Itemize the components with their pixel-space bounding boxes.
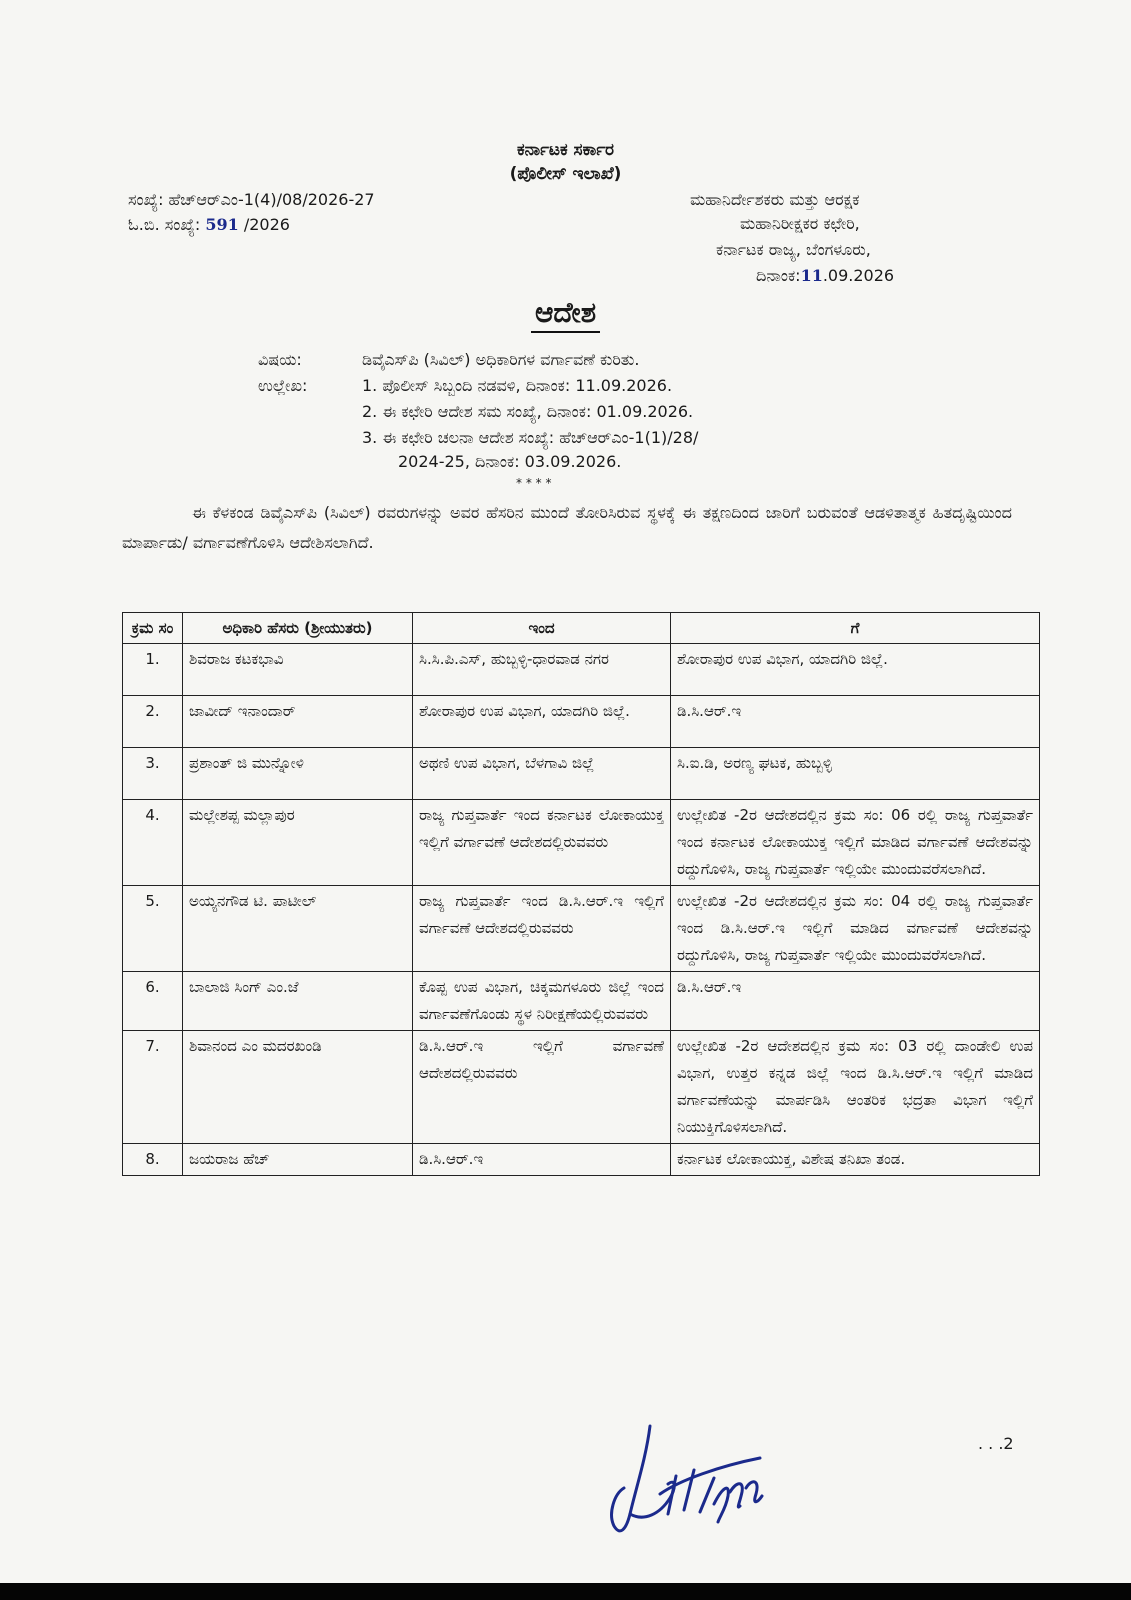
cell-officer-name: ಮಲ್ಲೇಶಪ್ಪ ಮಲ್ಲಾಪುರ [183, 800, 413, 886]
table-row [123, 1031, 1040, 1144]
cell-officer-name: ಅಯ್ಯನಗೌಡ ಟಿ. ಪಾಟೀಲ್ [183, 886, 413, 972]
header-from: ಇಂದ [413, 613, 671, 644]
cell-to: ಉಲ್ಲೇಖಿತ -2ರ ಆದೇಶದಲ್ಲಿನ ಕ್ರಮ ಸಂ: 06 ರಲ್ಲಿ ರಾಜ್ಯ ಗುಪ್ತವಾರ್ತೆ ಇಂದ ಕರ್ನಾಟಕ ಲೋಕಾಯುಕ್ತ ಇಲ್ಲಿಗೆ ಮಾಡಿದ ವರ್ಗಾವಣೆ ಆದೇಶವನ್ನು ರದ್ದುಗೊಳಿಸಿ, ರಾಜ್ಯ ಗುಪ್ತವಾರ್ತೆ ಇಲ್ಲಿಯೇ ಮುಂದುವರೆಸಲಾಗಿದೆ. [671, 800, 1040, 886]
table-row [123, 1144, 1040, 1176]
date-day-handwritten: 11 [800, 266, 823, 285]
page-continuation: . . .2 [978, 1434, 1014, 1453]
cell-serial: 4. [123, 800, 183, 886]
table-row [123, 886, 1040, 972]
cell-to: ಉಲ್ಲೇಖಿತ -2ರ ಆದೇಶದಲ್ಲಿನ ಕ್ರಮ ಸಂ: 03 ರಲ್ಲಿ ದಾಂಡೇಲಿ ಉಪ ವಿಭಾಗ, ಉತ್ತರ ಕನ್ನಡ ಜಿಲ್ಲೆ ಇಂದ ಡಿ.ಸಿ.ಆರ್.ಇ ಇಲ್ಲಿಗೆ ಮಾಡಿದ ವರ್ಗಾವಣೆಯನ್ನು ಮಾರ್ಪಡಿಸಿ ಆಂತರಿಕ ಭದ್ರತಾ ವಿಭಾಗ ಇಲ್ಲಿಗೆ ನಿಯುಕ್ತಿಗೊಳಿಸಲಾಗಿದೆ. [671, 1031, 1040, 1144]
cell-to: ಕರ್ನಾಟಕ ಲೋಕಾಯುಕ್ತ, ವಿಶೇಷ ತನಿಖಾ ತಂಡ. [671, 1144, 1040, 1176]
subject-label: ವಿಷಯ: [258, 350, 302, 369]
cell-serial: 5. [123, 886, 183, 972]
reference-1: 1. ಪೊಲೀಸ್ ಸಿಬ್ಬಂದಿ ನಡವಳಿ, ದಿನಾಂಕ: 11.09.2026. [362, 376, 673, 395]
cell-to: ಶೋರಾಪುರ ಉಪ ವಿಭಾಗ, ಯಾದಗಿರಿ ಜಿಲ್ಲೆ. [671, 644, 1040, 696]
ob-number-handwritten: 591 [205, 215, 239, 234]
cell-serial: 6. [123, 972, 183, 1031]
order-title: ಆದೇಶ [0, 296, 1131, 330]
cell-from: ಕೊಪ್ಪ ಉಪ ವಿಭಾಗ, ಚಿಕ್ಕಮಗಳೂರು ಜಿಲ್ಲೆ ಇಂದ ವರ್ಗಾವಣೆಗೊಂಡು ಸ್ಥಳ ನಿರೀಕ್ಷಣೆಯಲ್ಲಿರುವವರು [413, 972, 671, 1031]
ob-prefix: ಓ.ಬಿ. ಸಂಖ್ಯೆ: [128, 215, 206, 234]
order-date [756, 266, 894, 286]
cell-officer-name: ಬಾಲಾಜಿ ಸಿಂಗ್ ಎಂ.ಜೆ [183, 972, 413, 1031]
handwritten-signature [590, 1418, 780, 1548]
reference-2: 2. ಈ ಕಛೇರಿ ಆದೇಶ ಸಮ ಸಂಖ್ಯೆ, ದಿನಾಂಕ: 01.09.2026. [362, 402, 694, 421]
body-paragraph: ಈ ಕೆಳಕಂಡ ಡಿವೈಎಸ್‌ಪಿ (ಸಿವಿಲ್) ರವರುಗಳನ್ನು ಅವರ ಹೆಸರಿನ ಮುಂದೆ ತೋರಿಸಿರುವ ಸ್ಥಳಕ್ಕೆ ಈ ತಕ್ಷಣದಿಂದ ಜಾರಿಗೆ ಬರುವಂತೆ ಆಡಳಿತಾತ್ಮಕ ಹಿತದೃಷ್ಟಿಯಿಂದ ಮಾರ್ಪಾಡು/ ವರ್ಗಾವಣೆಗೊಳಿಸಿ ಆದೇಶಿಸಲಾಗಿದೆ. [122, 503, 1012, 552]
header-to: ಗೆ [671, 613, 1040, 644]
table-row [123, 696, 1040, 748]
cell-from: ಸಿ.ಸಿ.ಪಿ.ಎಸ್, ಹುಬ್ಬಳ್ಳಿ-ಧಾರವಾಡ ನಗರ [413, 644, 671, 696]
cell-officer-name: ಜಯರಾಜ ಹೆಚ್ [183, 1144, 413, 1176]
reference-3-cont: 2024-25, ದಿನಾಂಕ: 03.09.2026. [398, 452, 622, 471]
cell-from: ಡಿ.ಸಿ.ಆರ್.ಇ [413, 1144, 671, 1176]
ob-number-line [128, 215, 290, 235]
reference-3: 3. ಈ ಕಛೇರಿ ಚಲನಾ ಆದೇಶ ಸಂಖ್ಯೆ: ಹೆಚ್‌ಆರ್‌ಎಂ-1(1)/28/ [362, 428, 699, 447]
header-serial: ಕ್ರಮ ಸಂ [123, 613, 183, 644]
cell-officer-name: ಶಿವಾನಂದ ಎಂ ಮದರಖಂಡಿ [183, 1031, 413, 1144]
cell-serial: 1. [123, 644, 183, 696]
cell-to: ಡಿ.ಸಿ.ಆರ್.ಇ [671, 696, 1040, 748]
table-row [123, 644, 1040, 696]
separator-stars: * * * * [516, 476, 552, 490]
table-header-row [123, 613, 1040, 644]
scan-bottom-edge [0, 1583, 1131, 1600]
cell-from: ಶೋರಾಪುರ ಉಪ ವಿಭಾಗ, ಯಾದಗಿರಿ ಜಿಲ್ಲೆ. [413, 696, 671, 748]
cell-officer-name: ಶಿವರಾಜ ಕಟಕಭಾವಿ [183, 644, 413, 696]
cell-officer-name: ಜಾವೀದ್ ಇನಾಂದಾರ್ [183, 696, 413, 748]
office-line-2: ಮಹಾನಿರೀಕ್ಷಕರ ಕಛೇರಿ, [740, 214, 860, 233]
cell-serial: 2. [123, 696, 183, 748]
cell-from: ರಾಜ್ಯ ಗುಪ್ತವಾರ್ತೆ ಇಂದ ಡಿ.ಸಿ.ಆರ್.ಇ ಇಲ್ಲಿಗೆ ವರ್ಗಾವಣೆ ಆದೇಶದಲ್ಲಿರುವವರು [413, 886, 671, 972]
cell-serial: 3. [123, 748, 183, 800]
cell-to: ಉಲ್ಲೇಖಿತ -2ರ ಆದೇಶದಲ್ಲಿನ ಕ್ರಮ ಸಂ: 04 ರಲ್ಲಿ ರಾಜ್ಯ ಗುಪ್ತವಾರ್ತೆ ಇಂದ ಡಿ.ಸಿ.ಆರ್.ಇ ಇಲ್ಲಿಗೆ ಮಾಡಿದ ವರ್ಗಾವಣೆ ಆದೇಶವನ್ನು ರದ್ದುಗೊಳಿಸಿ, ರಾಜ್ಯ ಗುಪ್ತವಾರ್ತೆ ಇಲ್ಲಿಯೇ ಮುಂದುವರೆಸಲಾಗಿದೆ. [671, 886, 1040, 972]
subject-text: ಡಿವೈಎಸ್‌ಪಿ (ಸಿವಿಲ್) ಅಧಿಕಾರಿಗಳ ವರ್ಗಾವಣೆ ಕುರಿತು. [362, 350, 640, 369]
govt-title: ಕರ್ನಾಟಕ ಸರ್ಕಾರ [516, 140, 615, 160]
department-title: (ಪೊಲೀಸ್ ಇಲಾಖೆ) [509, 164, 622, 184]
cell-to: ಸಿ.ಐ.ಡಿ, ಅರಣ್ಯ ಘಟಕ, ಹುಬ್ಬಳ್ಳಿ [671, 748, 1040, 800]
transfer-table [122, 612, 1040, 1176]
references-label: ಉಲ್ಲೇಖ: [258, 376, 308, 395]
table-row [123, 972, 1040, 1031]
cell-serial: 7. [123, 1031, 183, 1144]
header-officer-name: ಅಧಿಕಾರಿ ಹೆಸರು (ಶ್ರೀಯುತರು) [183, 613, 413, 644]
cell-serial: 8. [123, 1144, 183, 1176]
cell-to: ಡಿ.ಸಿ.ಆರ್.ಇ [671, 972, 1040, 1031]
cell-from: ಡಿ.ಸಿ.ಆರ್.ಇ ಇಲ್ಲಿಗೆ ವರ್ಗಾವಣೆ ಆದೇಶದಲ್ಲಿರುವವರು [413, 1031, 671, 1144]
cell-from: ರಾಜ್ಯ ಗುಪ್ತವಾರ್ತೆ ಇಂದ ಕರ್ನಾಟಕ ಲೋಕಾಯುಕ್ತ ಇಲ್ಲಿಗೆ ವರ್ಗಾವಣೆ ಆದೇಶದಲ್ಲಿರುವವರು [413, 800, 671, 886]
date-prefix: ದಿನಾಂಕ: [756, 266, 801, 285]
cell-from: ಅಥಣಿ ಉಪ ವಿಭಾಗ, ಬೆಳಗಾವಿ ಜಿಲ್ಲೆ [413, 748, 671, 800]
table-row [123, 748, 1040, 800]
date-rest: .09.2026 [822, 266, 895, 285]
ob-suffix: /2026 [238, 215, 290, 234]
table-row [123, 800, 1040, 886]
cell-officer-name: ಪ್ರಶಾಂತ್ ಜಿ ಮುನ್ನೋಳಿ [183, 748, 413, 800]
order-number: ಸಂಖ್ಯೆ: ಹೆಚ್‌ಆರ್‌ಎಂ-1(4)/08/2026-27 [128, 190, 375, 209]
office-line-1: ಮಹಾನಿರ್ದೇಶಕರು ಮತ್ತು ಆರಕ್ಷಕ [690, 190, 860, 209]
office-line-3: ಕರ್ನಾಟಕ ರಾಜ್ಯ, ಬೆಂಗಳೂರು, [716, 240, 871, 259]
